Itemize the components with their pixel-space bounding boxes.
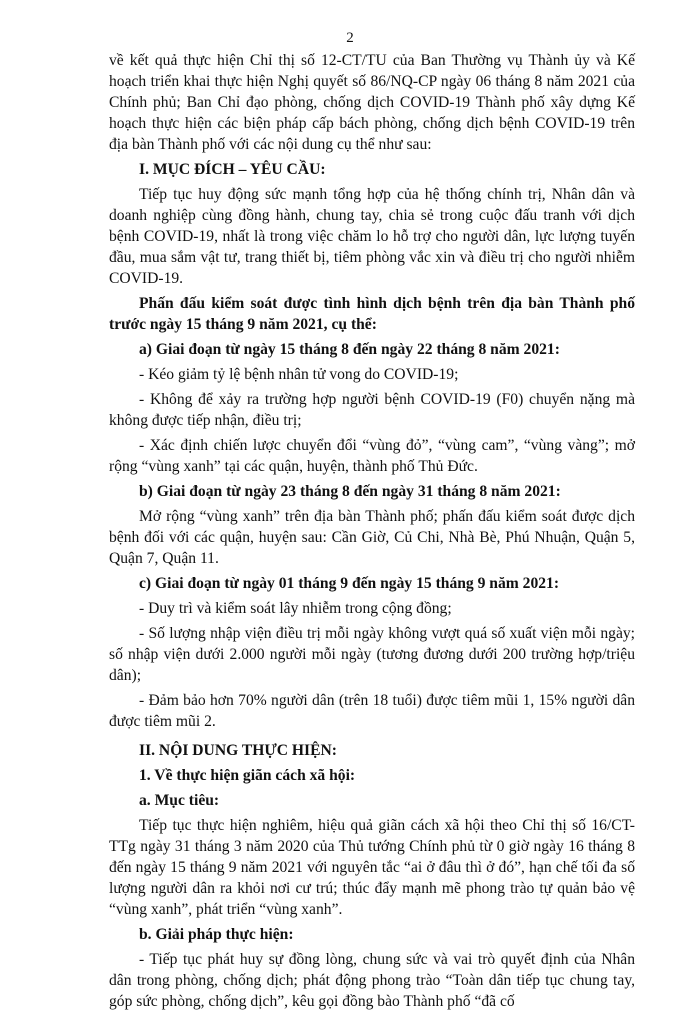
subsection-heading-solution: b. Giải pháp thực hiện: xyxy=(139,926,294,943)
subsection-heading: 1. Về thực hiện giãn cách xã hội: xyxy=(139,767,356,784)
phase-heading-c: c) Giai đoạn từ ngày 01 tháng 9 đến ngày 15 tháng 9 năm 2021: xyxy=(139,575,560,592)
document-body xyxy=(109,50,635,1016)
list-item: - Đảm bảo hơn 70% người dân (trên 18 tuổi) được tiêm mũi 1, 15% người dân được tiêm mũi 2. xyxy=(109,692,635,730)
goal-paragraph: Phấn đấu kiểm soát được tình hình dịch bệnh trên địa bàn Thành phố trước ngày 15 tháng 9 năm 2021, cụ thể: xyxy=(109,295,635,333)
body-paragraph: Tiếp tục thực hiện nghiêm, hiệu quả giãn cách xã hội theo Chỉ thị số 16/CT-TTg ngày 31 tháng 3 năm 2020 của Thủ tướng Chính phủ từ 0 giờ ngày 16 tháng 8 đến ngày 15 tháng 9 năm 2021 với nguyên tắc “ai ở đâu thì ở đó”, hạn chế tối đa số lượng người dân ra khỏi nơi cư trú; thúc đẩy mạnh mẽ phong trào tự quản bảo vệ “vùng xanh”, phát triển “vùng xanh”. xyxy=(109,817,635,918)
list-item: - Xác định chiến lược chuyển đổi “vùng đỏ”, “vùng cam”, “vùng vàng”; mở rộng “vùng xanh” tại các quận, huyện, thành phố Thủ Đức. xyxy=(109,437,635,475)
body-paragraph: Mở rộng “vùng xanh” trên địa bàn Thành phố; phấn đấu kiểm soát được dịch bệnh đối với các quận, huyện sau: Cần Giờ, Củ Chi, Nhà Bè, Phú Nhuận, Quận 5, Quận 7, Quận 11. xyxy=(109,508,635,567)
intro-paragraph: về kết quả thực hiện Chỉ thị số 12-CT/TU của Ban Thường vụ Thành ủy và Kế hoạch triển khai thực hiện Nghị quyết số 86/NQ-CP ngày 06 tháng 8 năm 2021 của Chính phủ; Ban Chỉ đạo phòng, chống dịch COVID-19 Thành phố xây dựng Kế hoạch thực hiện các biện pháp cấp bách phòng, chống dịch bệnh COVID-19 trên địa bàn Thành phố với các nội dung cụ thể như sau: xyxy=(109,52,635,153)
list-item: - Tiếp tục phát huy sự đồng lòng, chung sức và vai trò quyết định của Nhân dân trong phòng, chống dịch; phát động phong trào “Toàn dân tiếp tục chung tay, góp sức phòng, chống dịch”, kêu gọi đồng bào Thành phố “đã cố xyxy=(109,951,635,1010)
section-heading-purpose: I. MỤC ĐÍCH – YÊU CẦU: xyxy=(139,161,326,178)
phase-heading-b: b) Giai đoạn từ ngày 23 tháng 8 đến ngày 31 tháng 8 năm 2021: xyxy=(139,483,561,500)
section-heading-content: II. NỘI DUNG THỰC HIỆN: xyxy=(139,742,337,759)
list-item: - Kéo giảm tỷ lệ bệnh nhân tử vong do COVID-19; xyxy=(139,366,459,383)
list-item: - Duy trì và kiểm soát lây nhiễm trong cộng đồng; xyxy=(139,600,452,617)
page-number: 2 xyxy=(346,30,354,46)
subsection-heading-objective: a. Mục tiêu: xyxy=(139,792,220,809)
phase-heading-a: a) Giai đoạn từ ngày 15 tháng 8 đến ngày 22 tháng 8 năm 2021: xyxy=(139,341,560,358)
list-item: - Số lượng nhập viện điều trị mỗi ngày không vượt quá số xuất viện mỗi ngày; số nhập viện dưới 2.000 người mỗi ngày (tương đương dưới 200 trường hợp/triệu dân); xyxy=(109,625,635,684)
body-paragraph: Tiếp tục huy động sức mạnh tổng hợp của hệ thống chính trị, Nhân dân và doanh nghiệp cùng đồng hành, chung tay, chia sẻ trong cuộc đấu tranh với dịch bệnh COVID-19, nhất là trong việc chăm lo hỗ trợ cho người dân, lực lượng tuyến đầu, mua sắm vật tư, trang thiết bị, tiêm phòng vắc xin và điều trị cho người nhiễm COVID-19. xyxy=(109,186,635,287)
list-item: - Không để xảy ra trường hợp người bệnh COVID-19 (F0) chuyển nặng mà không được tiếp nhận, điều trị; xyxy=(109,391,635,429)
